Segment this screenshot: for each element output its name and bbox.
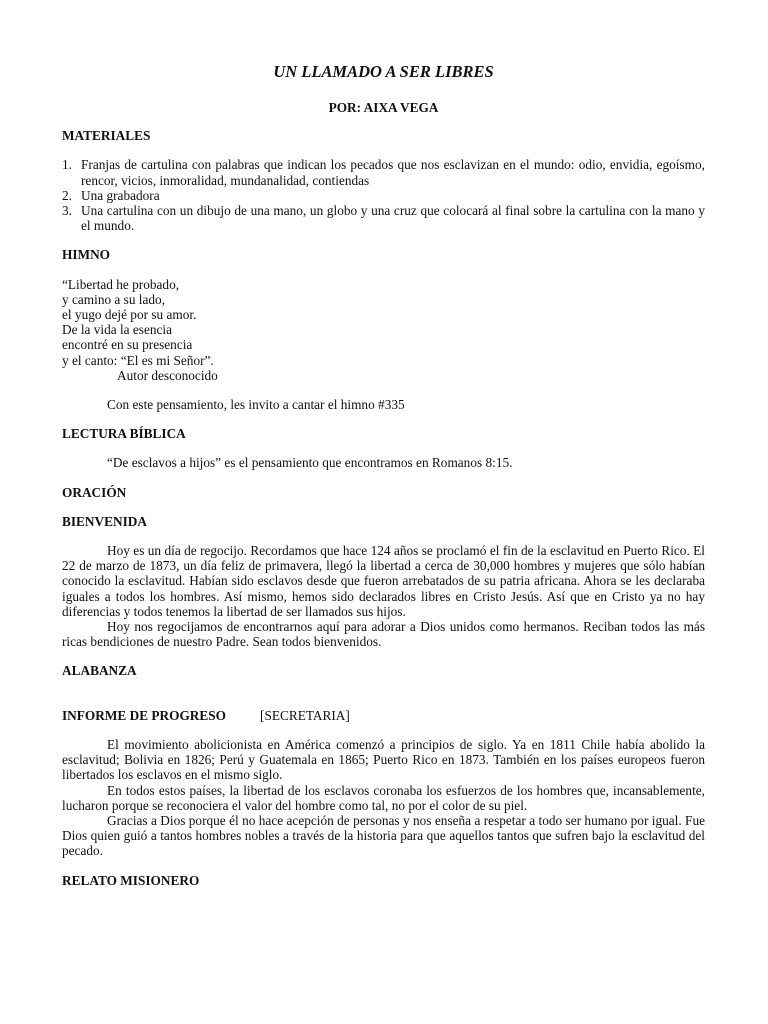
list-item-number: 3. — [62, 203, 72, 219]
list-item-number: 2. — [62, 187, 72, 203]
missionary-heading: RELATO MISIONERO — [62, 872, 200, 888]
progress-paragraph: En todos estos países, la libertad de los esclavos coronaba los esfuerzos de los hombres que, incansablemente, lucharon porque se reconociera el valor del hombre como tal, no por el color de su piel. — [62, 782, 705, 813]
poem-line: y el canto: “El es mi Señor”. — [62, 352, 214, 368]
hymn-invite: Con este pensamiento, les invito a cantar el himno #335 — [107, 397, 405, 413]
materials-list — [62, 157, 705, 233]
hymn-poem — [62, 277, 705, 383]
document-content — [62, 62, 705, 902]
document-author: POR: AIXA VEGA — [328, 100, 439, 115]
prayer-heading: ORACIÓN — [62, 484, 127, 500]
poem-line: De la vida la esencia — [62, 322, 173, 338]
progress-role: [SECRETARIA] — [260, 707, 350, 723]
hymn-heading: HIMNO — [62, 247, 111, 263]
poem-line: “Libertad he probado, — [62, 276, 180, 292]
praise-heading: ALABANZA — [62, 663, 137, 679]
reading-text: “De esclavos a hijos” es el pensamiento que encontramos en Romanos 8:15. — [107, 455, 513, 471]
poem-line: el yugo dejé por su amor. — [62, 307, 197, 323]
welcome-paragraph: Hoy nos regocijamos de encontrarnos aquí para adorar a Dios unidos como hermanos. Reciban todos las más ricas bendiciones de nuestro Padre. Sean todos bienvenidos. — [62, 619, 705, 650]
reading-heading: LECTURA BÍBLICA — [62, 426, 186, 442]
poem-line: y camino a su lado, — [62, 291, 166, 307]
progress-paragraph: El movimiento abolicionista en América comenzó a principios de siglo. Ya en 1811 Chile había abolido la esclavitud; Bolivia en 1826; Perú y Guatemala en 1865; Puerto Rico en 1873. También en los países europeos fueron libertados los esclavos en el mismo siglo. — [62, 736, 705, 783]
document-title: UN LLAMADO A SER LIBRES — [273, 62, 494, 81]
list-item-text: Una grabadora — [81, 187, 160, 203]
list-item — [62, 203, 705, 233]
welcome-paragraph: Hoy es un día de regocijo. Recordamos que hace 124 años se proclamó el fin de la esclavitud en Puerto Rico. El 22 de marzo de 1873, un día feliz de primavera, llegó la libertad a cerca de 30,000 hombres y mujeres que sólo habían conocido la esclavitud. Habían sido esclavos desde que fueron arrebatados de su patria africana. Ahora se les declaraba iguales a todos los hombres. Así mismo, hemos sido declarados libres en Cristo Jesús. Así que en Cristo ya no hay diferencias y todos tenemos la libertad de ser llamados sus hijos. — [62, 543, 705, 619]
list-item — [62, 157, 705, 187]
progress-paragraph: Gracias a Dios porque él no hace acepción de personas y nos enseña a respetar a todo ser humano por igual. Fue Dios quien guió a tantos hombres nobles a través de la historia para que aquellos tantos que sufren bajo la esclavitud del pecado. — [62, 812, 705, 859]
welcome-heading: BIENVENIDA — [62, 513, 147, 529]
materials-heading: MATERIALES — [62, 128, 151, 144]
poem-attribution: Autor desconocido — [117, 367, 218, 383]
poem-line: encontré en su presencia — [62, 337, 193, 353]
list-item-text: Una cartulina con un dibujo de una mano, un globo y una cruz que colocará al final sobre la cartulina con la mano y el mundo. — [81, 203, 705, 234]
list-item-number: 1. — [62, 157, 72, 173]
list-item-text: Franjas de cartulina con palabras que indican los pecados que nos esclavizan en el mundo: odio, envidia, egoísmo, rencor, vicios, inmoralidad, mundanalidad, contiendas — [81, 157, 705, 188]
progress-heading — [62, 708, 705, 723]
list-item — [62, 188, 705, 203]
progress-heading-label: INFORME DE PROGRESO — [62, 707, 227, 723]
